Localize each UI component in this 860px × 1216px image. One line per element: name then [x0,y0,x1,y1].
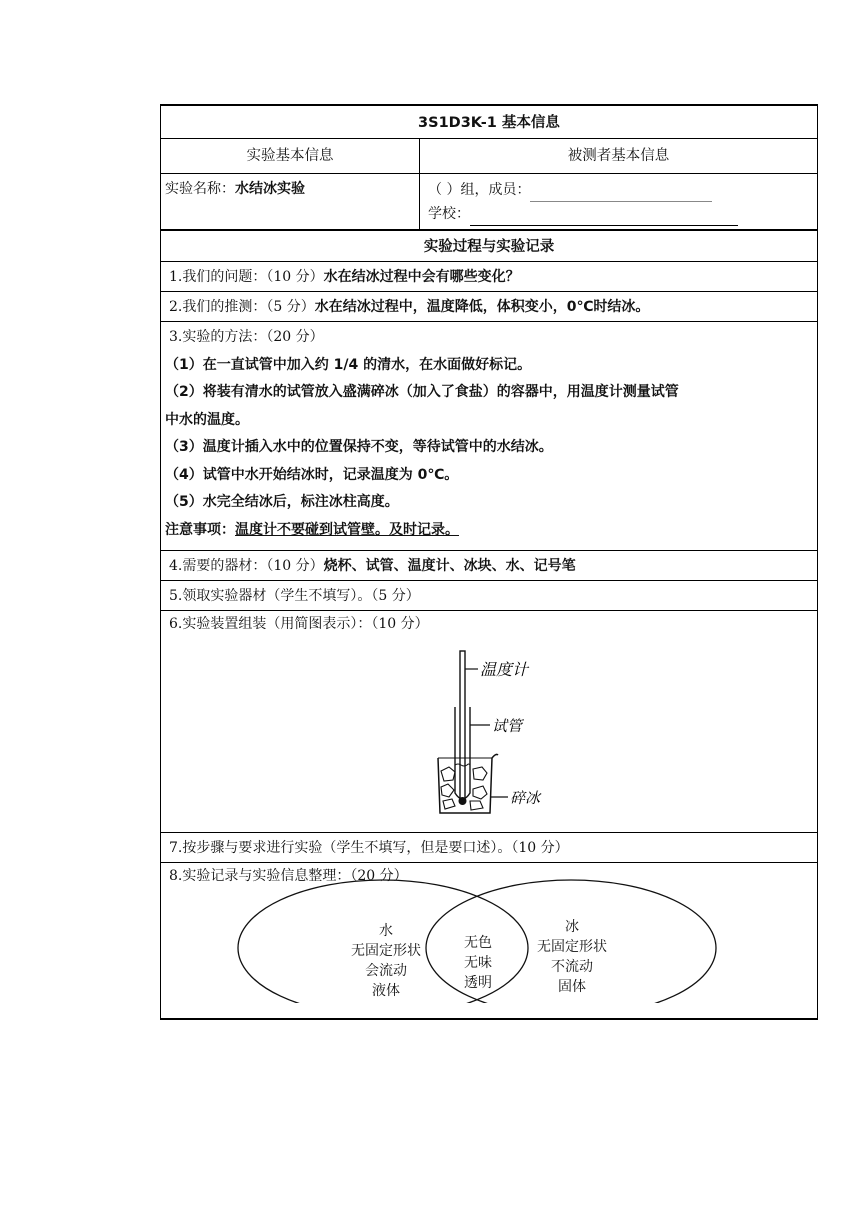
question-row [160,261,818,291]
record-row [160,862,818,1020]
experiment-name-label: 实验名称： [165,181,235,197]
hypothesis-answer: 水在结冰过程中，温度降低，体积变小，0℃时结冰。 [314,299,650,315]
question-answer: 水在结冰过程中会有哪些变化？ [323,269,520,285]
beaker-icon [438,754,498,813]
note-label: 注意事项： [165,521,235,538]
tester-cell [420,174,817,229]
method-step-4: （4）试管中水开始结冰时，记录温度为 0℃。 [165,466,459,483]
venn-water-item: 无固定形状 [351,943,421,959]
apparatus-row [160,610,818,832]
school-line [428,202,809,226]
school-label: 学校： [428,206,470,222]
thermometer-label: 温度计 [480,660,529,679]
note-text: 温度计不要碰到试管壁。及时记录。 [235,521,459,538]
materials-answer: 烧杯、试管、温度计、冰块、水、记号笔 [323,558,576,574]
method-row [160,321,818,550]
question-label: 1.我们的问题：（10 分） [169,269,324,285]
apparatus-diagram [426,643,586,823]
method-step-2: （2）将装有清水的试管放入盛满碎冰（加入了食盐）的容器中，用温度计测量试管 [165,384,679,400]
group-line [428,178,809,202]
venn-water-item: 水 [379,923,393,939]
thermometer-icon [460,651,465,799]
school-blank[interactable] [470,209,738,226]
venn-common-item: 无味 [464,955,492,971]
venn-ice-item: 固体 [558,979,586,995]
sheet-title: 3S1D3K-1 基本信息 [160,104,818,138]
record-label: 8.实验记录与实验信息整理：（20 分） [169,868,408,884]
method-step-1: （1）在一直试管中加入约 1/4 的清水，在水面做好标记。 [165,356,532,373]
venn-ice-text [507,917,637,997]
collect-materials-row: 5.领取实验器材（学生不填写）。（5 分） [160,580,818,610]
venn-common-item: 透明 [464,975,492,991]
process-section-title: 实验过程与实验记录 [160,229,818,261]
hypothesis-row [160,291,818,321]
crushed-ice-label: 碎冰 [510,789,541,807]
venn-ice-item: 无固定形状 [537,939,607,955]
venn-common-item: 无色 [464,935,492,951]
test-tube-label: 试管 [492,717,523,735]
method-step-5: （5）水完全结冰后，标注冰柱高度。 [165,494,399,510]
info-header-row [160,138,818,173]
members-blank[interactable] [530,185,712,202]
materials-label: 4.需要的器材：（10 分） [169,558,324,574]
venn-ice-item: 不流动 [551,959,593,975]
method-step-2-cont: 中水的温度。 [165,411,249,428]
experiment-name: 水结冰实验 [235,181,305,197]
record-sheet [160,104,818,1020]
perform-row: 7.按步骤与要求进行实验（学生不填写，但是要口述）。（10 分） [160,832,818,862]
info-row [160,173,818,229]
test-tube-icon [455,707,470,799]
venn-water-text [321,921,451,1001]
venn-water-item: 液体 [372,983,400,999]
tester-info-header: 被测者基本信息 [567,148,670,164]
method-note [165,517,813,545]
experiment-info-header: 实验基本信息 [161,139,420,173]
experiment-name-cell [161,174,420,229]
venn-common-text [443,933,513,993]
method-label: 3.实验的方法：（20 分） [169,329,324,345]
hypothesis-label: 2.我们的推测：（5 分） [169,299,315,315]
method-step-3: （3）温度计插入水中的位置保持不变，等待试管中的水结冰。 [165,439,553,455]
materials-row [160,550,818,580]
apparatus-label: 6.实验装置组装（用简图表示）：（10 分） [169,616,429,632]
venn-ice-item: 冰 [565,919,579,935]
venn-water-item: 会流动 [365,963,407,979]
group-label: （ ）组，成员： [428,182,531,198]
